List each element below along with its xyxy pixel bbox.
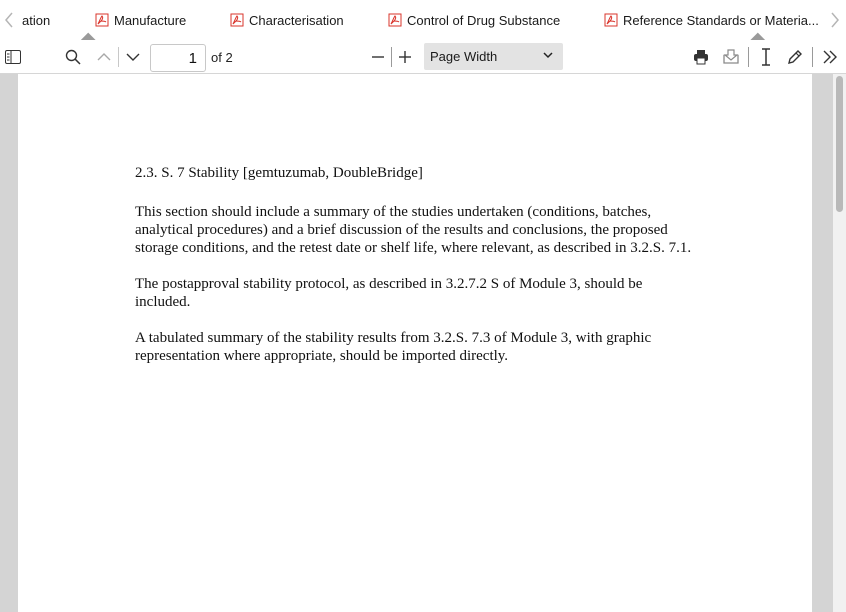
sidebar-icon [5, 50, 21, 64]
double-chevron-right-icon [822, 50, 838, 64]
section-heading: 2.3. S. 7 Stability [gemtuzumab, DoubleBridge] [135, 165, 423, 181]
page-number-input[interactable] [150, 44, 206, 72]
text-select-button[interactable] [757, 47, 775, 67]
pdf-toolbar [0, 40, 846, 74]
document-viewer[interactable] [0, 74, 846, 612]
tab-characterisation[interactable] [230, 0, 344, 40]
pdf-file-icon [388, 13, 402, 27]
find-button[interactable] [64, 48, 82, 66]
tab-label: Reference Standards or Materia... [623, 12, 819, 28]
tab-manufacture[interactable] [95, 0, 186, 40]
text-cursor-icon [760, 48, 772, 66]
toolbar-divider [118, 47, 119, 67]
tab-control-of-drug-substance[interactable] [388, 0, 560, 40]
pdf-page [18, 74, 812, 612]
tab-bar [0, 0, 846, 40]
previous-page-button[interactable] [96, 49, 112, 65]
tab-label: Control of Drug Substance [407, 12, 561, 28]
more-tools-button[interactable] [820, 48, 840, 66]
scroll-tabs-left-icon[interactable] [4, 12, 14, 28]
save-button[interactable] [721, 48, 741, 66]
pdf-file-icon [604, 13, 618, 27]
scrollbar-thumb[interactable] [836, 76, 843, 212]
tab-reference-standards[interactable] [604, 0, 819, 40]
toolbar-divider [812, 47, 813, 67]
pen-icon [787, 49, 803, 65]
zoom-value: Page Width [430, 49, 498, 64]
printer-icon [693, 49, 709, 65]
chevron-up-icon [97, 52, 111, 62]
search-icon [65, 49, 81, 65]
chevron-down-icon [543, 52, 553, 59]
pdf-file-icon [95, 13, 109, 27]
scroll-tabs-right-icon[interactable] [830, 12, 840, 28]
toolbar-divider [748, 47, 749, 67]
zoom-select[interactable] [424, 43, 563, 70]
tab-label: Manufacture [114, 12, 187, 28]
sidebar-toggle-button[interactable] [4, 49, 22, 65]
tab-ation[interactable] [22, 0, 50, 40]
paragraph: The postapproval stability protocol, as described in 3.2.7.2 S of Module 3, should be included. [135, 276, 643, 310]
document-content [135, 164, 695, 383]
zoom-in-button[interactable] [397, 49, 413, 65]
save-download-icon [722, 49, 740, 65]
plus-icon [398, 50, 412, 64]
minus-icon [371, 50, 385, 64]
paragraph: A tabulated summary of the stability results from 3.2.S. 7.3 of Module 3, with graphic representation where appropriate, should be imported directly. [135, 330, 652, 364]
chevron-down-icon [126, 52, 140, 62]
tab-label: ation [22, 12, 51, 28]
zoom-out-button[interactable] [370, 49, 386, 65]
tab-label: Characterisation [249, 12, 344, 28]
next-page-button[interactable] [125, 49, 141, 65]
page-total: of 2 [211, 50, 233, 65]
print-button[interactable] [692, 48, 710, 66]
paragraph: This section should include a summary of the studies undertaken (conditions, batches, analytical procedures) and a brief discussion of the results and conclusions, the proposed storage conditions, and the retest date or shelf life, where relevant, as described in 3.2.S. 7.1. [135, 204, 692, 256]
draw-button[interactable] [786, 48, 804, 66]
toolbar-divider [391, 47, 392, 67]
pdf-file-icon [230, 13, 244, 27]
